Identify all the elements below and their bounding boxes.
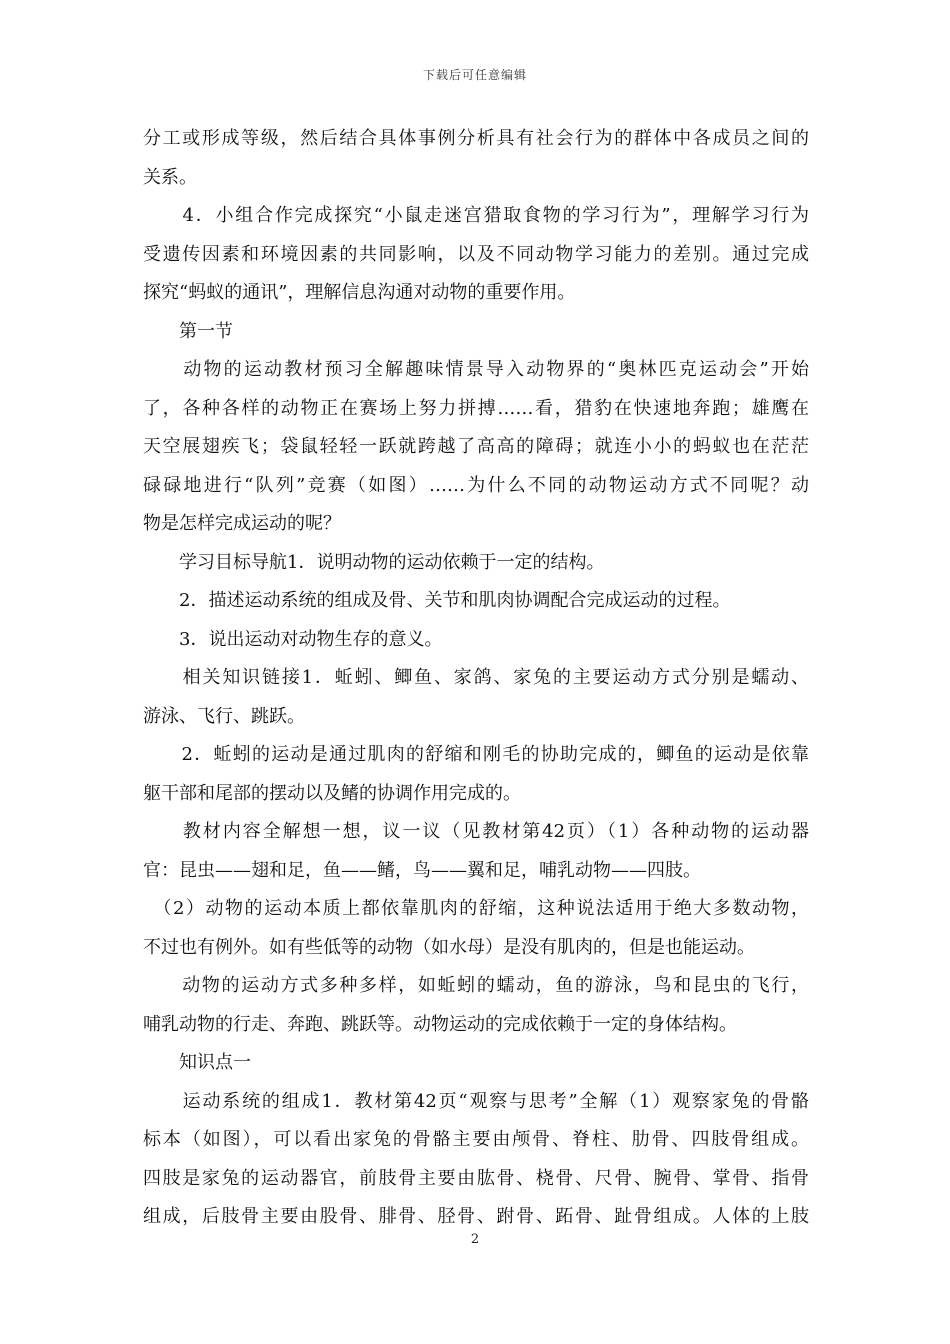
text-line: 四肢是家兔的运动器官，前肢骨主要由肱骨、桡骨、尺骨、腕骨、掌骨、指骨 <box>143 1167 809 1189</box>
text-line: （2）动物的运动本质上都依靠肌肉的舒缩，这种说法适用于绝大多数动物， <box>143 898 809 919</box>
text-line: 官：昆虫——翅和足，鱼——鳍，鸟——翼和足，哺乳动物——四肢。 <box>143 859 701 881</box>
text-line: 不过也有例外。如有些低等的动物（如水母）是没有肌肉的，但是也能运动。 <box>143 936 755 958</box>
text-line: 物是怎样完成运动的呢？ <box>143 513 341 534</box>
text-line: 动物的运动方式多种多样，如蚯蚓的蠕动，鱼的游泳，鸟和昆虫的飞行， <box>143 975 809 996</box>
text-line: 2．蚯蚓的运动是通过肌肉的舒缩和刚毛的协助完成的，鲫鱼的运动是依靠 <box>143 744 809 765</box>
section-heading: 知识点一 <box>143 1052 251 1073</box>
text-line: 哺乳动物的行走、奔跑、跳跃等。动物运动的完成依赖于一定的身体结构。 <box>143 1013 737 1035</box>
text-line: 教材内容全解想一想，议一议（见教材第42页）（1）各种动物的运动器 <box>143 821 809 842</box>
text-line: 动物的运动教材预习全解趣味情景导入动物界的“奥林匹克运动会”开始 <box>143 359 809 380</box>
section-heading: 第一节 <box>143 320 233 342</box>
text-line: 关系。 <box>143 166 197 188</box>
page-number: 2 <box>470 1232 480 1247</box>
text-line: 游泳、飞行、跳跃。 <box>143 705 305 727</box>
text-line: 受遗传因素和环境因素的共同影响，以及不同动物学习能力的差别。通过完成 <box>143 243 809 265</box>
document-body <box>143 120 809 1237</box>
text-line: 碌碌地进行“队列”竞赛（如图）……为什么不同的动物运动方式不同呢？动 <box>143 474 809 496</box>
text-line: 运动系统的组成1．教材第42页“观察与思考”全解（1）观察家兔的骨骼 <box>143 1090 809 1112</box>
text-line: 相关知识链接1．蚯蚓、鲫鱼、家鸽、家兔的主要运动方式分别是蠕动、 <box>143 667 809 688</box>
text-line: 躯干部和尾部的摆动以及鳍的协调作用完成的。 <box>143 782 521 804</box>
text-line: 2．描述运动系统的组成及骨、关节和肌肉协调配合完成运动的过程。 <box>143 590 731 611</box>
text-line: 分工或形成等级，然后结合具体事例分析具有社会行为的群体中各成员之间的 <box>143 128 809 149</box>
text-line: 组成，后肢骨主要由股骨、腓骨、胫骨、跗骨、跖骨、趾骨组成。人体的上肢 <box>143 1206 809 1227</box>
text-line: 探究“蚂蚁的通讯”，理解信息沟通对动物的重要作用。 <box>143 282 576 303</box>
text-line: 标本（如图），可以看出家兔的骨骼主要由颅骨、脊柱、肋骨、四肢骨组成。 <box>143 1129 809 1150</box>
page-header: 下载后可任意编辑 <box>422 68 527 82</box>
text-line: 了，各种各样的动物正在赛场上努力拼搏……看，猎豹在快速地奔跑；雄鹰在 <box>143 397 809 419</box>
text-line: 3．说出运动对动物生存的意义。 <box>143 628 443 650</box>
text-line: 4．小组合作完成探究“小鼠走迷宫猎取食物的学习行为”，理解学习行为 <box>143 205 809 226</box>
text-line: 天空展翅疾飞；袋鼠轻轻一跃就跨越了高高的障碍；就连小小的蚂蚁也在茫茫 <box>143 436 809 457</box>
text-line: 学习目标导航1．说明动物的运动依赖于一定的结构。 <box>143 551 605 573</box>
